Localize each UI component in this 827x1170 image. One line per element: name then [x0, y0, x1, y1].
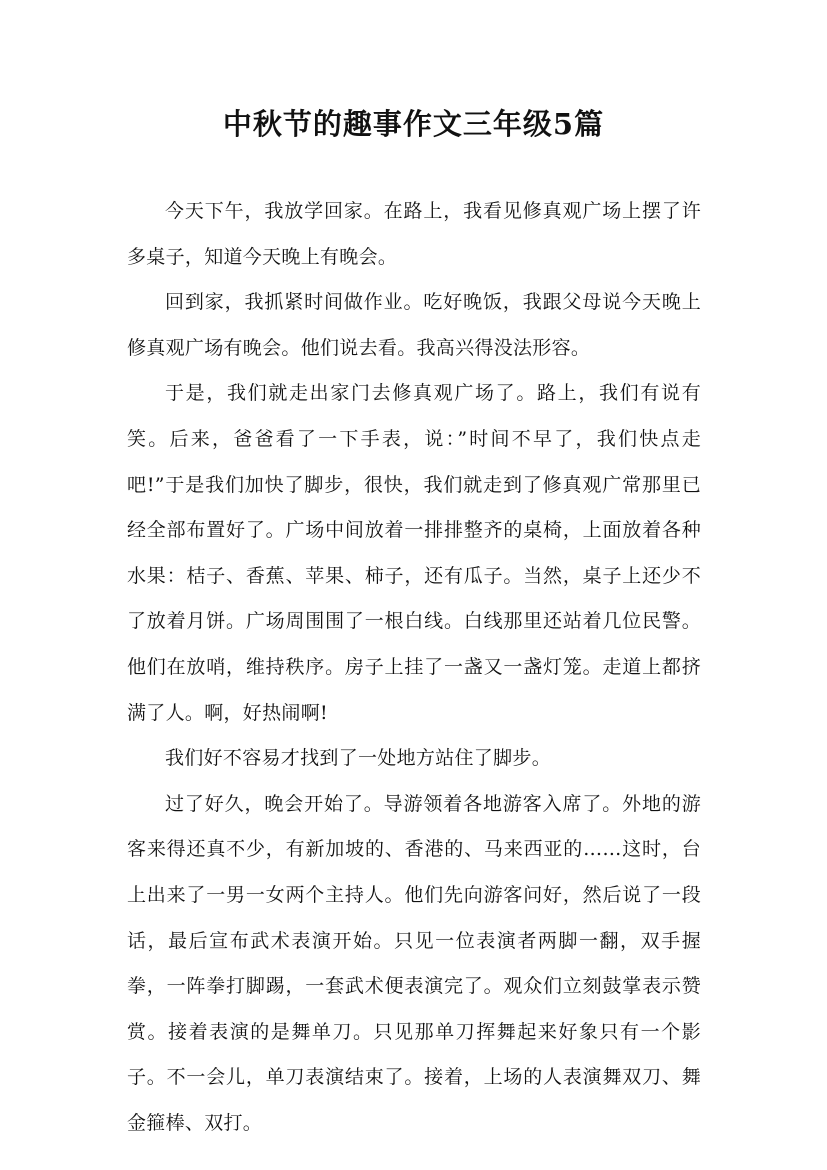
paragraph-1: 今天下午，我放学回家。在路上，我看见修真观广场上摆了许多桌子，知道今天晚上有晚会。 — [127, 200, 701, 268]
paragraph-2: 回到家，我抓紧时间做作业。吃好晚饭，我跟父母说今天晚上修真观广场有晚会。他们说去看。我高兴得没法形容。 — [127, 291, 701, 359]
paragraph-4: 我们好不容易才找到了一处地方站住了脚步。 — [165, 747, 552, 770]
document-title: 中秋节的趣事作文三年级5篇 — [222, 107, 605, 141]
paragraph-5: 过了好久，晚会开始了。导游领着各地游客入席了。外地的游客来得还真不少，有新加坡的、香港的、马来西亚的……这时，台上出来了一男一女两个主持人。他们先向游客问好，然后说了一段话，最后宣布武术表演开始。只见一位表演者两脚一翻，双手握拳，一阵拳打脚踢，一套武术便表演完了。观众们立刻鼓掌表示赞赏。接着表演的是舞单刀。只见那单刀挥舞起来好象只有一个影子。不一会儿，单刀表演结束了。接着，上场的人表演舞双刀、舞金箍棒、双打。 — [127, 792, 701, 1134]
paragraph-3: 于是，我们就走出家门去修真观广场了。路上，我们有说有笑。后来，爸爸看了一下手表，说：”时间不早了，我们快点走吧!”于是我们加快了脚步，很快，我们就走到了修真观广常那里已经全部布置好了。广场中间放着一排排整齐的桌椅，上面放着各种水果：桔子、香蕉、苹果、柿子，还有瓜子。当然，桌子上还少不了放着月饼。广场周围围了一根白线。白线那里还站着几位民警。他们在放哨，维持秩序。房子上挂了一盏又一盏灯笼。走道上都挤满了人。啊，好热闹啊! — [127, 382, 701, 724]
document-body — [127, 189, 701, 1146]
